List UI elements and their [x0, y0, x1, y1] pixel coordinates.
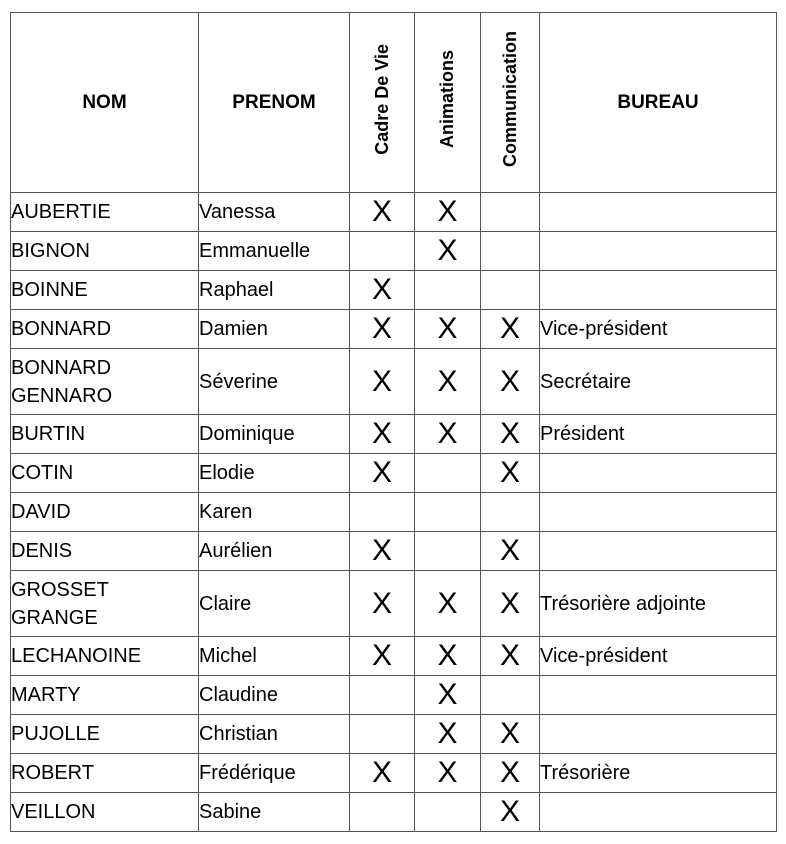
table-row [11, 715, 777, 754]
cell-bureau [540, 415, 777, 454]
cell-cadre-de-vie [350, 232, 415, 271]
cell-bureau-text: Secrétaire [540, 370, 632, 393]
cell-nom [11, 454, 199, 493]
header-cadre-de-vie: Cadre De Vie [350, 13, 415, 193]
cell-cadre-de-vie [350, 754, 415, 793]
cell-nom-text: MARTY [11, 684, 81, 706]
cell-cadre-de-vie [350, 493, 415, 532]
cell-prenom-text: Frédérique [199, 762, 296, 784]
cell-animations [415, 454, 481, 493]
cell-cadre-de-vie-text: X [371, 756, 392, 789]
cell-nom-text: BIGNON [11, 240, 90, 262]
cell-prenom [199, 454, 350, 493]
cell-communication [481, 349, 540, 415]
cell-prenom-text: Sabine [199, 801, 262, 823]
cell-nom [11, 754, 199, 793]
cell-communication [481, 676, 540, 715]
cell-prenom-text: Christian [199, 723, 278, 745]
cell-nom [11, 310, 199, 349]
cell-nom [11, 193, 199, 232]
cell-animations [415, 193, 481, 232]
cell-cadre-de-vie [350, 454, 415, 493]
cell-animations [415, 271, 481, 310]
cell-prenom [199, 676, 350, 715]
cell-animations [415, 232, 481, 271]
table-row [11, 793, 777, 832]
cell-communication-text: X [499, 795, 520, 828]
cell-animations-text: X [437, 195, 458, 228]
cell-nom [11, 793, 199, 832]
cell-cadre-de-vie [350, 793, 415, 832]
cell-animations-text: X [437, 678, 458, 711]
cell-prenom [199, 754, 350, 793]
cell-communication [481, 715, 540, 754]
cell-animations-text: X [437, 312, 458, 345]
cell-communication [481, 310, 540, 349]
cell-prenom-text: Emmanuelle [199, 240, 311, 262]
cell-animations [415, 793, 481, 832]
cell-animations [415, 571, 481, 637]
cell-animations-text: X [437, 364, 458, 398]
cell-nom-text: BURTIN [11, 423, 86, 445]
cell-nom [11, 637, 199, 676]
cell-bureau-text: Vice-président [540, 318, 668, 340]
cell-bureau [540, 532, 777, 571]
cell-cadre-de-vie [350, 571, 415, 637]
cell-cadre-de-vie-text: X [371, 586, 392, 620]
cell-nom-text: GROSSET GRANGE [11, 578, 109, 629]
cell-nom-text: AUBERTIE [11, 201, 111, 223]
cell-animations [415, 349, 481, 415]
cell-cadre-de-vie [350, 637, 415, 676]
table-row [11, 532, 777, 571]
cell-bureau [540, 715, 777, 754]
table-row [11, 310, 777, 349]
cell-cadre-de-vie [350, 349, 415, 415]
cell-nom-text: BOINNE [11, 279, 88, 301]
cell-cadre-de-vie [350, 310, 415, 349]
cell-animations [415, 715, 481, 754]
table-row [11, 754, 777, 793]
cell-prenom [199, 232, 350, 271]
cell-nom-text: DENIS [11, 540, 73, 562]
cell-nom-text: VEILLON [11, 801, 96, 823]
cell-communication-text: X [499, 717, 520, 750]
cell-nom-text: BONNARD GENNARO [11, 356, 113, 407]
cell-cadre-de-vie [350, 415, 415, 454]
cell-prenom [199, 271, 350, 310]
cell-nom [11, 676, 199, 715]
cell-prenom-text: Claudine [199, 684, 278, 706]
cell-communication [481, 754, 540, 793]
cell-prenom [199, 532, 350, 571]
cell-prenom [199, 571, 350, 637]
members-table [10, 12, 777, 832]
cell-cadre-de-vie-text: X [371, 456, 392, 489]
cell-communication [481, 493, 540, 532]
cell-bureau-text: Trésorière adjointe [540, 592, 707, 615]
cell-bureau [540, 193, 777, 232]
cell-nom-text: ROBERT [11, 762, 94, 784]
header-animations: Animations [415, 13, 481, 193]
cell-communication [481, 793, 540, 832]
cell-animations-text: X [437, 717, 458, 750]
cell-cadre-de-vie [350, 271, 415, 310]
cell-animations-text: X [437, 417, 458, 450]
cell-prenom-text: Vanessa [199, 201, 276, 223]
cell-animations-text: X [437, 639, 458, 672]
cell-cadre-de-vie-text: X [371, 195, 392, 228]
cell-communication-text: X [499, 364, 520, 398]
cell-animations [415, 415, 481, 454]
cell-cadre-de-vie-text: X [371, 534, 392, 567]
cell-prenom-text: Karen [199, 501, 253, 523]
table-row [11, 271, 777, 310]
table-row [11, 349, 777, 415]
cell-communication [481, 532, 540, 571]
cell-bureau [540, 454, 777, 493]
cell-nom [11, 349, 199, 415]
header-nom: NOM [11, 13, 199, 193]
cell-cadre-de-vie-text: X [371, 417, 392, 450]
cell-animations-text: X [437, 756, 458, 789]
cell-prenom-text: Aurélien [199, 540, 273, 562]
cell-communication [481, 193, 540, 232]
cell-communication-text: X [499, 456, 520, 489]
cell-prenom-text: Dominique [199, 423, 295, 445]
header-bureau: BUREAU [540, 13, 777, 193]
cell-bureau [540, 793, 777, 832]
header-prenom: PRENOM [199, 13, 350, 193]
cell-animations [415, 532, 481, 571]
cell-prenom-text: Michel [199, 645, 257, 667]
cell-bureau-text: Président [540, 423, 625, 445]
table-row [11, 193, 777, 232]
cell-nom-text: PUJOLLE [11, 723, 100, 745]
cell-bureau [540, 232, 777, 271]
cell-cadre-de-vie [350, 715, 415, 754]
cell-communication [481, 415, 540, 454]
table-row [11, 637, 777, 676]
cell-cadre-de-vie [350, 193, 415, 232]
cell-communication [481, 232, 540, 271]
cell-bureau [540, 271, 777, 310]
cell-animations [415, 310, 481, 349]
cell-prenom [199, 415, 350, 454]
cell-bureau [540, 676, 777, 715]
table-row [11, 571, 777, 637]
cell-communication [481, 271, 540, 310]
cell-communication-text: X [499, 312, 520, 345]
cell-prenom-text: Raphael [199, 279, 274, 301]
cell-nom [11, 415, 199, 454]
table-row [11, 415, 777, 454]
cell-nom-text: COTIN [11, 462, 74, 484]
cell-communication-text: X [499, 756, 520, 789]
cell-bureau [540, 754, 777, 793]
cell-cadre-de-vie-text: X [371, 312, 392, 345]
cell-animations [415, 637, 481, 676]
cell-animations-text: X [437, 586, 458, 620]
cell-bureau-text: Vice-président [540, 645, 668, 667]
cell-communication [481, 454, 540, 493]
table-row [11, 676, 777, 715]
cell-prenom [199, 793, 350, 832]
cell-bureau [540, 493, 777, 532]
cell-prenom [199, 193, 350, 232]
cell-nom [11, 271, 199, 310]
header-row [11, 13, 777, 193]
cell-prenom [199, 715, 350, 754]
cell-cadre-de-vie-text: X [371, 639, 392, 672]
cell-nom-text: DAVID [11, 501, 71, 523]
cell-cadre-de-vie-text: X [371, 273, 392, 306]
cell-prenom-text: Damien [199, 318, 268, 340]
table-row [11, 454, 777, 493]
cell-prenom [199, 637, 350, 676]
cell-communication-text: X [499, 417, 520, 450]
cell-bureau [540, 571, 777, 637]
cell-nom [11, 493, 199, 532]
cell-communication-text: X [499, 534, 520, 567]
cell-bureau [540, 349, 777, 415]
cell-communication-text: X [499, 639, 520, 672]
cell-bureau-text: Trésorière [540, 762, 631, 784]
cell-cadre-de-vie [350, 676, 415, 715]
cell-nom [11, 232, 199, 271]
cell-animations [415, 754, 481, 793]
cell-prenom-text: Séverine [199, 370, 278, 393]
cell-bureau [540, 310, 777, 349]
cell-prenom [199, 493, 350, 532]
cell-communication-text: X [499, 586, 520, 620]
cell-communication [481, 571, 540, 637]
cell-animations [415, 676, 481, 715]
header-communication: Communication [481, 13, 540, 193]
cell-prenom-text: Claire [199, 592, 252, 615]
cell-nom [11, 715, 199, 754]
table-row [11, 232, 777, 271]
cell-cadre-de-vie [350, 532, 415, 571]
cell-animations-text: X [437, 234, 458, 267]
table-row [11, 493, 777, 532]
cell-prenom [199, 349, 350, 415]
cell-nom-text: BONNARD [11, 318, 112, 340]
cell-nom [11, 532, 199, 571]
cell-prenom [199, 310, 350, 349]
cell-animations [415, 493, 481, 532]
cell-cadre-de-vie-text: X [371, 364, 392, 398]
cell-nom-text: LECHANOINE [11, 645, 142, 667]
cell-nom [11, 571, 199, 637]
cell-communication [481, 637, 540, 676]
cell-bureau [540, 637, 777, 676]
cell-prenom-text: Elodie [199, 462, 255, 484]
